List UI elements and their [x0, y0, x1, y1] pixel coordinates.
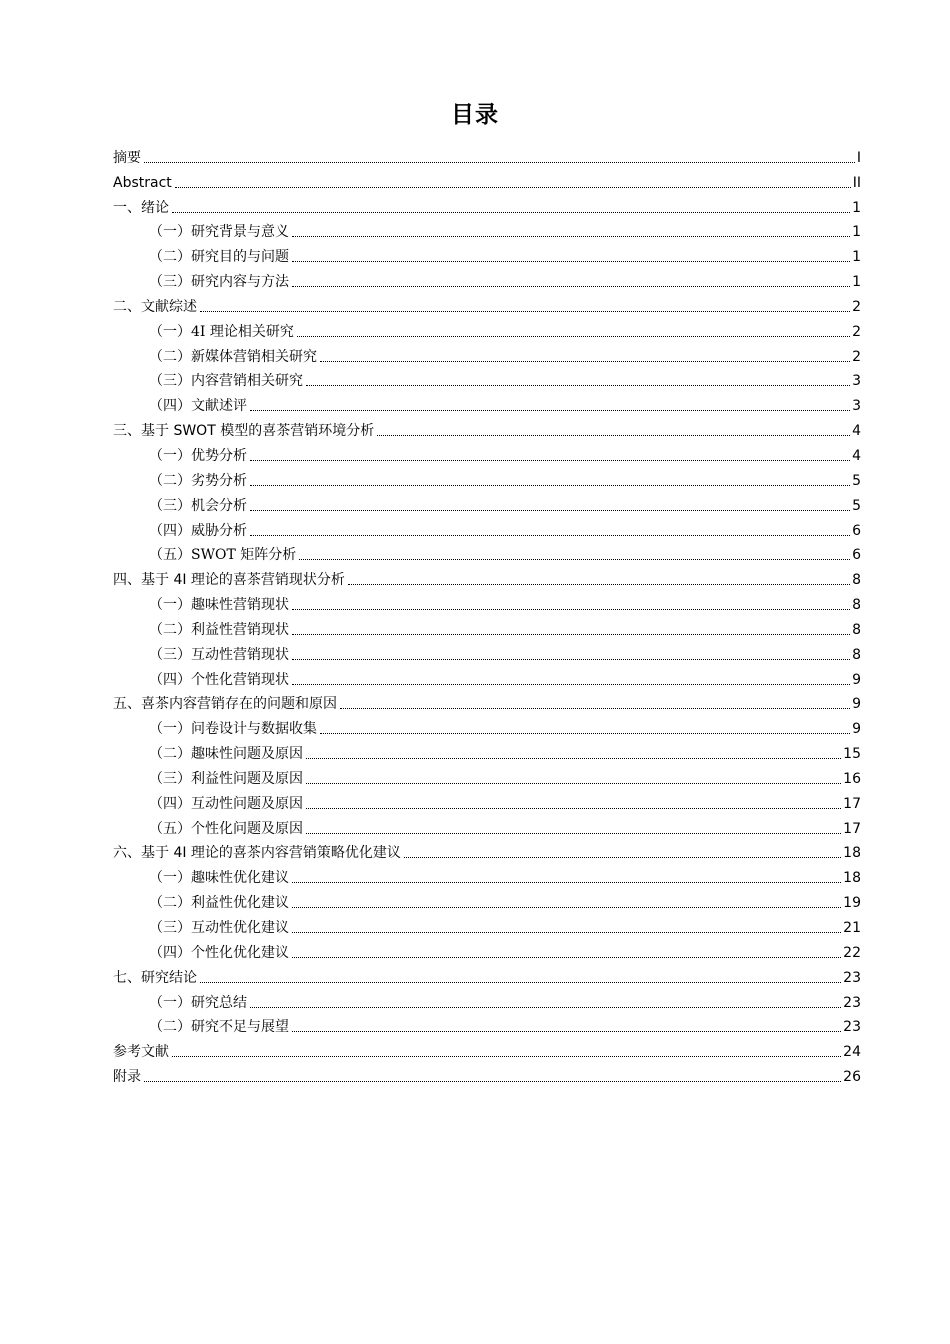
dot-leader — [348, 584, 850, 585]
toc-page-number: 8 — [852, 646, 861, 663]
toc-entry-label: （一）研究背景与意义 — [149, 224, 289, 241]
toc-subsection-entry[interactable] — [113, 465, 861, 490]
dot-leader — [292, 684, 850, 685]
toc-section-entry[interactable] — [113, 192, 861, 217]
dot-leader — [200, 982, 841, 983]
toc-page-number: 18 — [843, 845, 861, 862]
toc-entry-label: （一）问卷设计与数据收集 — [149, 721, 317, 738]
dot-leader — [292, 882, 841, 883]
dot-leader — [175, 187, 851, 188]
toc-page-number: 2 — [852, 323, 861, 340]
toc-entry-label: （一）研究总结 — [149, 994, 247, 1011]
toc-section-entry[interactable] — [113, 142, 861, 167]
dot-leader — [250, 485, 850, 486]
toc-entry-label: （二）研究目的与问题 — [149, 249, 289, 266]
dot-leader — [306, 385, 850, 386]
toc-page-number: 1 — [852, 249, 861, 266]
dot-leader — [200, 311, 850, 312]
toc-page-number: 1 — [852, 199, 861, 216]
dot-leader — [292, 261, 850, 262]
toc-section-entry[interactable] — [113, 167, 861, 192]
dot-leader — [144, 162, 855, 163]
toc-page-number: 17 — [843, 795, 861, 812]
dot-leader — [250, 535, 850, 536]
toc-section-entry[interactable] — [113, 1061, 861, 1086]
toc-section-entry[interactable] — [113, 838, 861, 863]
toc-page-number: 24 — [843, 1044, 861, 1061]
dot-leader — [292, 1031, 841, 1032]
toc-entry-label: （四）个性化营销现状 — [149, 671, 289, 688]
toc-page-number: 19 — [843, 895, 861, 912]
toc-title: 目录 — [451, 102, 499, 128]
dot-leader — [250, 510, 850, 511]
toc-subsection-entry[interactable] — [113, 366, 861, 391]
toc-page-number: 22 — [843, 944, 861, 961]
dot-leader — [292, 609, 850, 610]
toc-page-number: 8 — [852, 572, 861, 589]
toc-page-number: I — [856, 149, 861, 166]
toc-entry-label: （一）4I 理论相关研究 — [149, 323, 294, 340]
toc-entry-label: Abstract — [113, 174, 172, 191]
dot-leader — [292, 907, 841, 908]
toc-page-number: 2 — [852, 298, 861, 315]
toc-subsection-entry[interactable] — [113, 217, 861, 242]
toc-page-number: 8 — [852, 621, 861, 638]
toc-subsection-entry[interactable] — [113, 440, 861, 465]
dot-leader — [292, 634, 850, 635]
dot-leader — [250, 460, 850, 461]
toc-entry-label: （一）趣味性营销现状 — [149, 597, 289, 614]
toc-entry-label: （三）互动性营销现状 — [149, 646, 289, 663]
dot-leader — [292, 286, 850, 287]
toc-subsection-entry[interactable] — [113, 788, 861, 813]
toc-subsection-entry[interactable] — [113, 664, 861, 689]
dot-leader — [250, 410, 850, 411]
dot-leader — [340, 708, 850, 709]
toc-page-number: 17 — [843, 820, 861, 837]
toc-entry-label: （二）利益性营销现状 — [149, 621, 289, 638]
dot-leader — [320, 733, 850, 734]
dot-leader — [172, 1056, 841, 1057]
toc-entry-label: 参考文献 — [113, 1044, 169, 1061]
toc-entry-label: 一、绪论 — [113, 199, 169, 216]
toc-page-number: 9 — [852, 671, 861, 688]
dot-leader — [144, 1081, 841, 1082]
toc-entry-label: （四）威胁分析 — [149, 522, 247, 539]
toc-entry-label: （二）趣味性问题及原因 — [149, 746, 303, 763]
toc-subsection-entry[interactable] — [113, 1012, 861, 1037]
dot-leader — [292, 957, 841, 958]
toc-page-number: 1 — [852, 274, 861, 291]
toc-page-number: 2 — [852, 348, 861, 365]
toc-page-number: 26 — [843, 1069, 861, 1086]
toc-subsection-entry[interactable] — [113, 937, 861, 962]
toc-entry-label: （四）个性化优化建议 — [149, 944, 289, 961]
toc-subsection-entry[interactable] — [113, 862, 861, 887]
toc-page-number: 1 — [852, 224, 861, 241]
toc-subsection-entry[interactable] — [113, 316, 861, 341]
toc-subsection-entry[interactable] — [113, 540, 861, 565]
dot-leader — [404, 857, 841, 858]
dot-leader — [292, 932, 841, 933]
toc-subsection-entry[interactable] — [113, 490, 861, 515]
toc-subsection-entry[interactable] — [113, 738, 861, 763]
toc-entry-label: （四）互动性问题及原因 — [149, 795, 303, 812]
toc-entry-label: （三）内容营销相关研究 — [149, 373, 303, 390]
toc-page-number: II — [852, 174, 861, 191]
dot-leader — [299, 559, 850, 560]
toc-page-number: 23 — [843, 994, 861, 1011]
toc-subsection-entry[interactable] — [113, 987, 861, 1012]
dot-leader — [306, 783, 841, 784]
dot-leader — [320, 361, 850, 362]
toc-subsection-entry[interactable] — [113, 639, 861, 664]
toc-entry-label: 三、基于 SWOT 模型的喜茶营销环境分析 — [113, 423, 375, 440]
toc-section-entry[interactable] — [113, 291, 861, 316]
toc-page-number: 3 — [852, 373, 861, 390]
toc-subsection-entry[interactable] — [113, 887, 861, 912]
toc-entry-label: （四）文献述评 — [149, 398, 247, 415]
toc-page-number: 6 — [852, 547, 861, 564]
toc-section-entry[interactable] — [113, 962, 861, 987]
toc-page-number: 9 — [852, 696, 861, 713]
toc-page-number: 23 — [843, 969, 861, 986]
toc-page-number: 16 — [843, 770, 861, 787]
dot-leader — [172, 212, 850, 213]
toc-subsection-entry[interactable] — [113, 515, 861, 540]
toc-subsection-entry[interactable] — [113, 589, 861, 614]
dot-leader — [292, 659, 850, 660]
toc-entry-label: （三）利益性问题及原因 — [149, 770, 303, 787]
toc-subsection-entry[interactable] — [113, 763, 861, 788]
toc-section-entry[interactable] — [113, 564, 861, 589]
toc-page-number: 15 — [843, 746, 861, 763]
toc-subsection-entry[interactable] — [113, 813, 861, 838]
dot-leader — [377, 435, 850, 436]
toc-subsection-entry[interactable] — [113, 713, 861, 738]
toc-entry-label: 摘要 — [113, 149, 141, 166]
toc-section-entry[interactable] — [113, 415, 861, 440]
toc-subsection-entry[interactable] — [113, 241, 861, 266]
toc-subsection-entry[interactable] — [113, 912, 861, 937]
toc-entry-label: 四、基于 4I 理论的喜茶营销现状分析 — [113, 572, 345, 589]
dot-leader — [306, 808, 841, 809]
toc-page-number: 9 — [852, 721, 861, 738]
toc-subsection-entry[interactable] — [113, 341, 861, 366]
toc-page-number: 6 — [852, 522, 861, 539]
toc-page-number: 23 — [843, 1019, 861, 1036]
toc-entry-label: （五）个性化问题及原因 — [149, 820, 303, 837]
toc-page-number: 5 — [852, 472, 861, 489]
toc-entry-label: （一）优势分析 — [149, 447, 247, 464]
toc-page-number: 4 — [852, 447, 861, 464]
toc-page-number: 5 — [852, 497, 861, 514]
toc-entry-label: 五、喜茶内容营销存在的问题和原因 — [113, 696, 337, 713]
toc-page-number: 21 — [843, 920, 861, 936]
dot-leader — [297, 336, 850, 337]
toc-subsection-entry[interactable] — [113, 266, 861, 291]
toc-section-entry[interactable] — [113, 689, 861, 714]
toc-entry-label: （三）研究内容与方法 — [149, 274, 289, 291]
toc-entry-label: 二、文献综述 — [113, 298, 197, 315]
toc-section-entry[interactable] — [113, 1036, 861, 1061]
toc-entry-label: （五）SWOT 矩阵分析 — [149, 547, 297, 564]
toc-page-number: 3 — [852, 398, 861, 415]
toc-entry-label: （二）研究不足与展望 — [149, 1019, 289, 1036]
toc-entry-label: （三）机会分析 — [149, 497, 247, 514]
dot-leader — [306, 833, 841, 834]
toc-entry-label: （一）趣味性优化建议 — [149, 870, 289, 887]
toc-subsection-entry[interactable] — [113, 614, 861, 639]
toc-entry-label: （三）互动性优化建议 — [149, 920, 289, 936]
dot-leader — [292, 236, 850, 237]
toc-page-number: 18 — [843, 870, 861, 887]
toc-entry-label: （二）新媒体营销相关研究 — [149, 348, 317, 365]
toc-entry-label: （二）利益性优化建议 — [149, 895, 289, 912]
dot-leader — [250, 1007, 841, 1008]
dot-leader — [306, 758, 841, 759]
toc-page-number: 8 — [852, 597, 861, 614]
toc-entry-label: 附录 — [113, 1069, 141, 1086]
toc-subsection-entry[interactable] — [113, 390, 861, 415]
toc-entry-label: 七、研究结论 — [113, 969, 197, 986]
toc-entry-label: 六、基于 4I 理论的喜茶内容营销策略优化建议 — [113, 845, 401, 862]
toc-page-number: 4 — [852, 423, 861, 440]
table-of-contents — [113, 142, 861, 1086]
toc-entry-label: （二）劣势分析 — [149, 472, 247, 489]
